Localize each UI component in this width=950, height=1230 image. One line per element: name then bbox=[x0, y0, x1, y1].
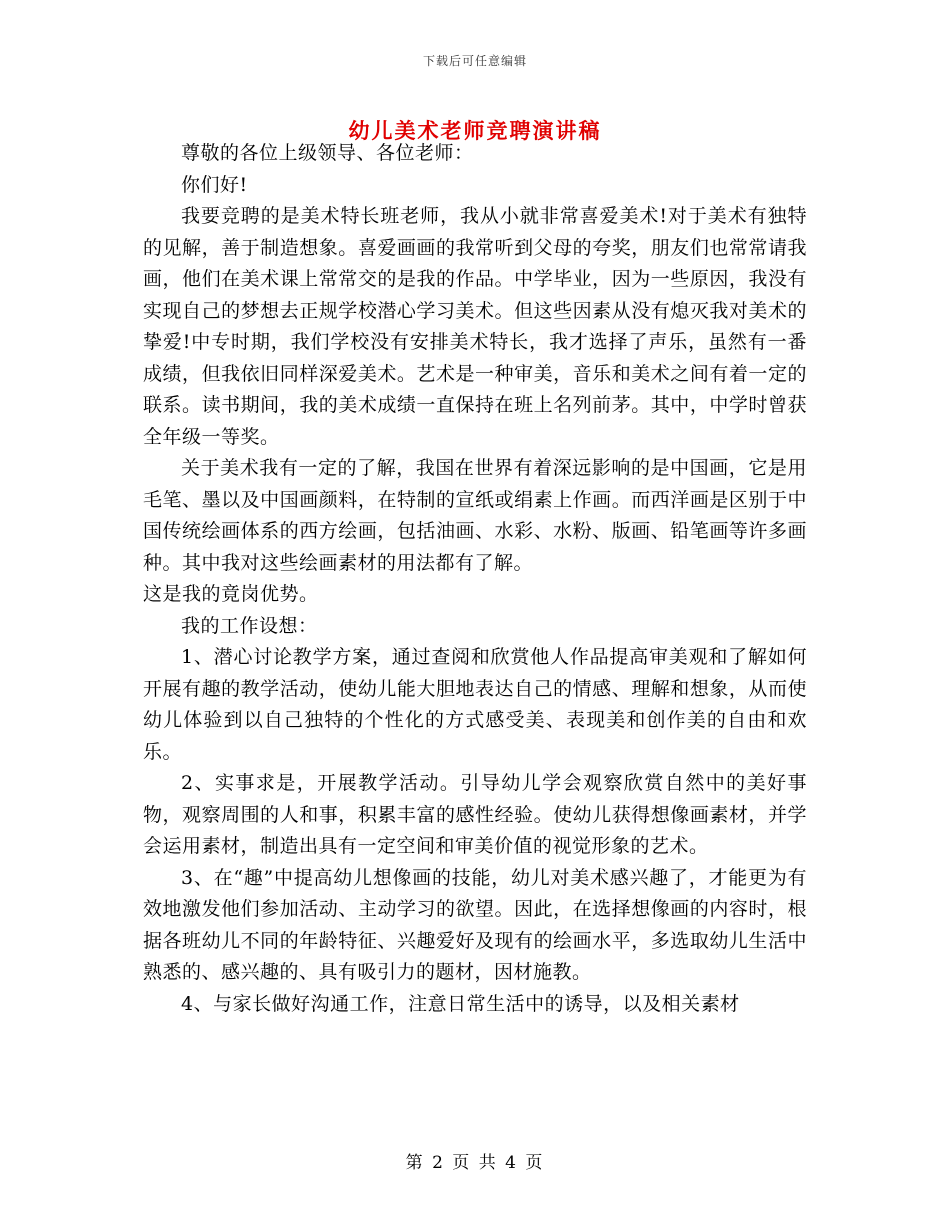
page-number-footer: 第 2 页 共 4 页 bbox=[405, 1153, 545, 1173]
paragraph-background: 我要竞聘的是美术特长班老师，我从小就非常喜爱美术!对于美术有独特的见解，善于制造想象。喜爱画画的我常听到父母的夸奖，朋友们也常常请我画，他们在美术课上常常交的是我的作品。中学毕业，因为一些原因，我没有实现自己的梦想去正规学校潜心学习美术。但这些因素从没有熄灭我对美术的挚爱!中专时期，我们学校没有安排美术特长，我才选择了声乐，虽然有一番成绩，但我依旧同样深爱美术。艺术是一种审美，音乐和美术之间有着一定的联系。读书期间，我的美术成绩一直保持在班上名列前茅。其中，中学时曾获全年级一等奖。 bbox=[143, 205, 807, 448]
work-plan-heading: 我的工作设想： bbox=[181, 614, 318, 637]
paragraph-knowledge: 关于美术我有一定的了解，我国在世界有着深远影响的是中国画，它是用毛笔、墨以及中国画颜料，在特制的宣纸或绢素上作画。而西洋画是区别于中国传统绘画体系的西方绘画，包括油画、水彩、水粉、版画、铅笔画等许多画种。其中我对这些绘画素材的用法都有了解。 bbox=[143, 457, 807, 574]
paragraph-advantage: 这是我的竟岗优势。 bbox=[143, 583, 319, 605]
greeting: 你们好! bbox=[181, 173, 248, 196]
document-title: 幼儿美术老师竞聘演讲稿 bbox=[348, 119, 602, 143]
work-plan-item-1: 1、潜心讨论教学方案，通过查阅和欣赏他人作品提高审美观和了解如何开展有趣的教学活动，使幼儿能大胆地表达自己的情感、理解和想象，从而使幼儿体验到以自己独特的个性化的方式感受美、表现美和创作美的自由和欢乐。 bbox=[143, 646, 807, 763]
document-body bbox=[143, 138, 807, 1020]
work-plan-item-3: 3、在“趣”中提高幼儿想像画的技能，幼儿对美术感兴趣了，才能更为有效地激发他们参加活动、主动学习的欲望。因此，在选择想像画的内容时，根据各班幼儿不同的年龄特征、兴趣爱好及现有的绘画水平，多选取幼儿生活中熟悉的、感兴趣的、具有吸引力的题材，因材施教。 bbox=[143, 866, 807, 983]
salutation: 尊敬的各位上级领导、各位老师： bbox=[181, 142, 474, 164]
work-plan-item-4: 4、与家长做好沟通工作，注意日常生活中的诱导，以及相关素材 bbox=[181, 992, 740, 1015]
header-note: 下载后可任意编辑 bbox=[422, 54, 527, 68]
work-plan-item-2: 2、实事求是，开展教学活动。引导幼儿学会观察欣赏自然中的美好事物，观察周围的人和事，积累丰富的感性经验。使幼儿获得想像画素材，并学会运用素材，制造出具有一定空间和审美价值的视觉形象的艺术。 bbox=[143, 772, 807, 857]
